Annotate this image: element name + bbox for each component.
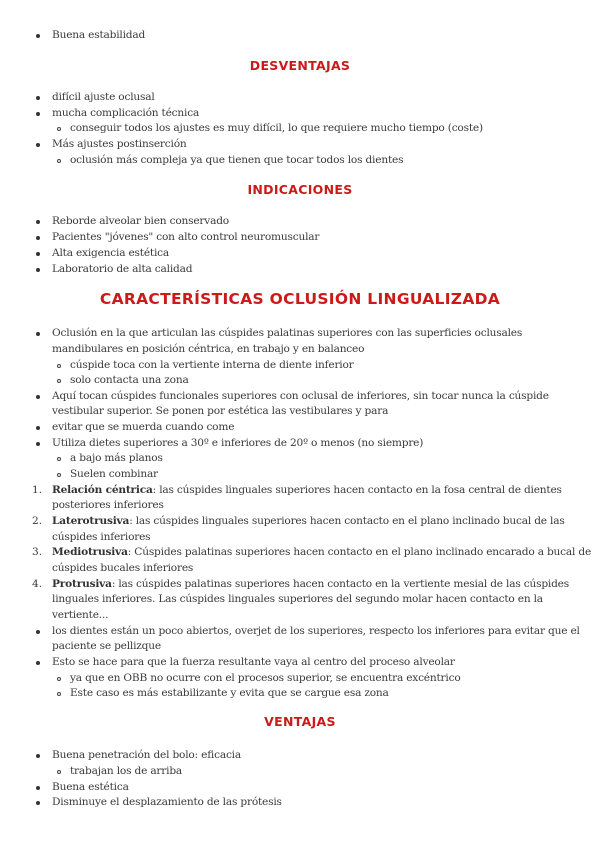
list-item: Buena estética xyxy=(52,781,129,793)
bullet xyxy=(36,236,40,240)
sub-bullet xyxy=(57,473,61,477)
sub-list-item: a bajo más planos xyxy=(70,452,163,464)
bullet xyxy=(36,442,40,446)
section-heading-ventajas: VENTAJAS xyxy=(264,714,336,729)
list-item: Laboratorio de alta calidad xyxy=(52,263,193,275)
sub-list-item: oclusión más compleja ya que tienen que tocar todos los dientes xyxy=(70,154,404,166)
bullet xyxy=(36,96,40,100)
sub-bullet xyxy=(57,127,61,131)
list-item: Reborde alveolar bien conservado xyxy=(52,215,229,227)
numbered-item-continuation: vertiente... xyxy=(52,609,109,621)
list-item: Oclusión en la que articulan las cúspides palatinas superiores con las superficies oclusales xyxy=(52,327,523,339)
bullet xyxy=(36,220,40,224)
bullet xyxy=(36,786,40,790)
sub-bullet xyxy=(57,379,61,383)
bullet xyxy=(36,252,40,256)
sub-bullet xyxy=(57,159,61,163)
bullet xyxy=(36,332,40,336)
list-item-continuation: vestibular superior. Se ponen por estética las vestibulares y para xyxy=(52,405,389,417)
numbered-item-continuation: cúspides bucales inferiores xyxy=(52,562,194,574)
list-item: Esto se hace para que la fuerza resultante vaya al centro del proceso alveolar xyxy=(52,656,455,668)
list-item: difícil ajuste oclusal xyxy=(52,91,155,103)
numbered-item xyxy=(52,577,569,592)
bullet xyxy=(36,661,40,665)
numbered-item-label: Relación céntrica xyxy=(52,484,153,496)
list-item: Pacientes "jóvenes" con alto control neuromuscular xyxy=(52,231,320,243)
numbered-item-label: Protrusiva xyxy=(52,578,112,590)
numbered-item-label: Mediotrusiva xyxy=(52,546,128,558)
list-number: 1. xyxy=(32,484,43,496)
bullet xyxy=(36,395,40,399)
bullet xyxy=(36,801,40,805)
sub-list-item: Este caso es más estabilizante y evita que se cargue esa zona xyxy=(70,687,389,699)
list-item: Buena estabilidad xyxy=(52,29,146,41)
list-item: Alta exigencia estética xyxy=(52,247,170,259)
list-item: Aquí tocan cúspides funcionales superiores con oclusal de inferiores, sin tocar nunca la cúspide xyxy=(52,390,549,402)
list-number: 2. xyxy=(32,515,43,527)
list-item: Buena penetración del bolo: eficacia xyxy=(52,749,241,761)
sub-list-item: Suelen combinar xyxy=(70,468,158,480)
list-item: Disminuye el desplazamiento de las prótesis xyxy=(52,796,282,808)
numbered-item xyxy=(52,514,565,529)
bullet xyxy=(36,143,40,147)
numbered-item-continuation: posteriores inferiores xyxy=(52,499,164,511)
bullet xyxy=(36,426,40,430)
sub-bullet xyxy=(57,770,61,774)
sub-bullet xyxy=(57,457,61,461)
sub-list-item: cúspide toca con la vertiente interna de diente inferior xyxy=(70,359,354,371)
bullet xyxy=(36,630,40,634)
section-heading-desventajas: DESVENTAJAS xyxy=(249,58,351,73)
bullet xyxy=(36,268,40,272)
numbered-item xyxy=(52,483,562,498)
sub-bullet xyxy=(57,677,61,681)
sub-bullet xyxy=(57,692,61,696)
sub-list-item: ya que en OBB no ocurre con el procesos superior, se encuentra excéntrico xyxy=(70,672,461,684)
numbered-item-text: : Cúspides palatinas superiores hacen contacto en el plano inclinado encarado a bucal de xyxy=(127,546,592,558)
sub-list-item: trabajan los de arriba xyxy=(70,765,183,777)
list-number: 3. xyxy=(32,546,43,558)
list-item-continuation: paciente se pellizque xyxy=(52,640,161,652)
section-heading-indicaciones: INDICACIONES xyxy=(247,182,353,197)
numbered-item xyxy=(52,545,591,560)
numbered-item-text: : las cúspides linguales superiores hacen contacto en el plano inclinado bucal de las xyxy=(129,515,565,527)
bullet xyxy=(36,112,40,116)
list-item: los dientes están un poco abiertos, overjet de los superiores, respecto los inferiores para evitar que el xyxy=(52,625,580,637)
sub-list-item: solo contacta una zona xyxy=(70,374,189,386)
list-item-continuation: mandibulares en posición céntrica, en trabajo y en balanceo xyxy=(52,343,365,355)
list-number: 4. xyxy=(32,578,43,590)
list-item: Más ajustes postinserción xyxy=(52,138,187,150)
sub-list-item: conseguir todos los ajustes es muy difícil, lo que requiere mucho tiempo (coste) xyxy=(70,122,483,134)
list-item: Utiliza dietes superiores a 30º e inferiores de 20º o menos (no siempre) xyxy=(52,437,424,449)
numbered-item-text: : las cúspides palatinas superiores hacen contacto en la vertiente mesial de las cúspides xyxy=(111,578,569,590)
section-heading-caracteristicas: CARACTERÍSTICAS OCLUSIÓN LINGUALIZADA xyxy=(99,290,501,308)
sub-bullet xyxy=(57,364,61,368)
bullet xyxy=(36,34,40,38)
list-item: evitar que se muerda cuando come xyxy=(52,421,235,433)
bullet xyxy=(36,754,40,758)
numbered-item-continuation: cúspides inferiores xyxy=(52,531,151,543)
list-item: mucha complicación técnica xyxy=(52,107,200,119)
numbered-item-text: : las cúspides linguales superiores hacen contacto en la fosa central de dientes xyxy=(152,484,562,496)
numbered-item-label: Laterotrusiva xyxy=(52,515,130,527)
numbered-item-continuation: linguales inferiores. Las cúspides linguales superiores del segundo molar hacen contacto en la xyxy=(52,593,543,605)
